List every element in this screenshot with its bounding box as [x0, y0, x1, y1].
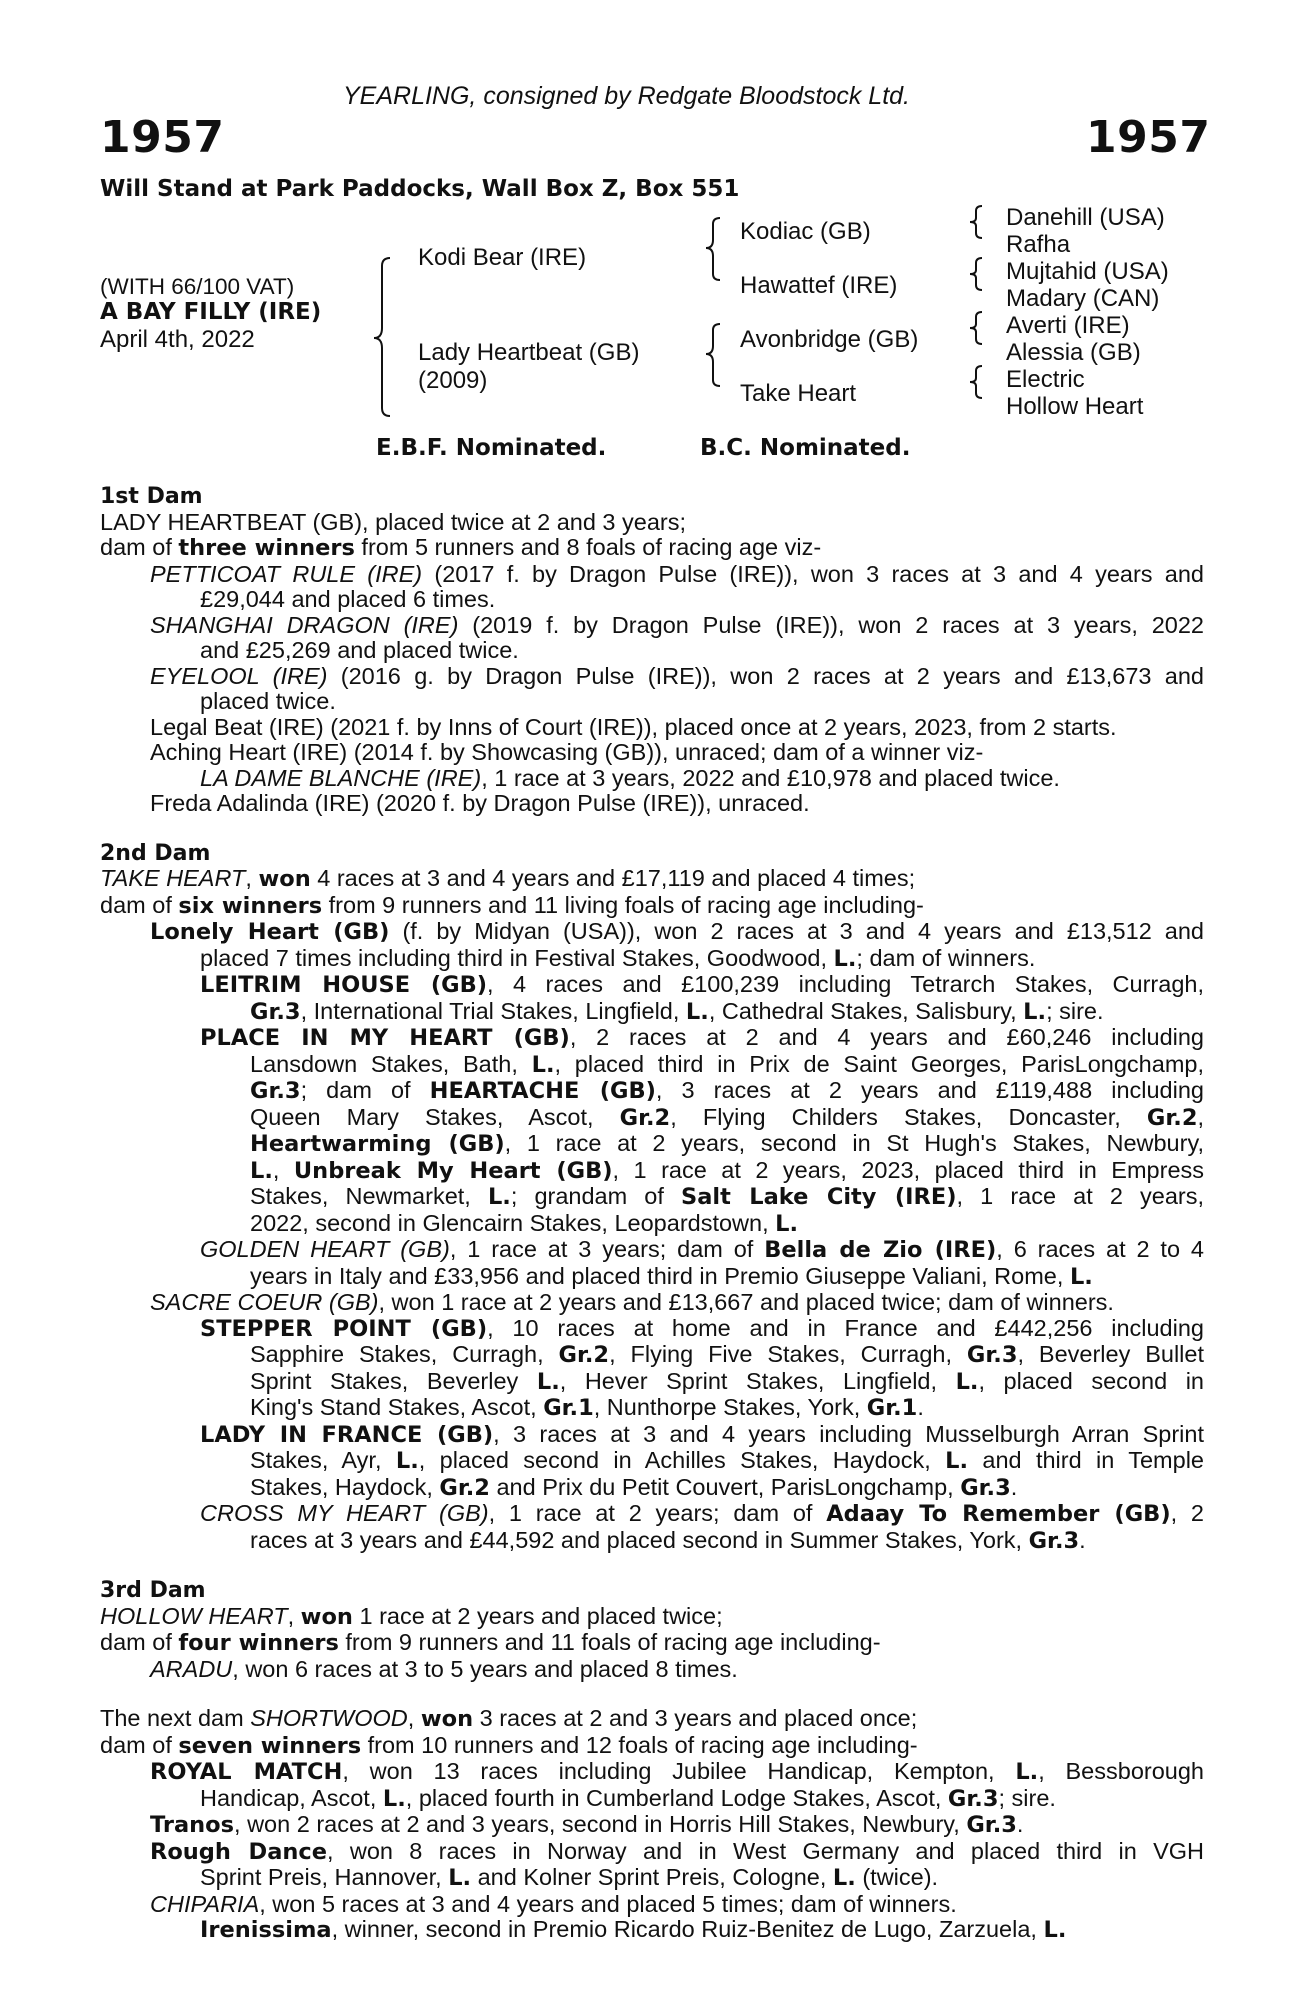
- produce-entry-cont: races at 3 years and £44,592 and placed second in Summer Stakes, York, Gr.3.: [250, 1526, 1086, 1554]
- produce-entry: Aching Heart (IRE) (2014 f. by Showcasing (GB)), unraced; dam of a winner viz-: [150, 739, 984, 765]
- bc-nominated: B.C. Nominated.: [700, 435, 911, 461]
- consignor-line: YEARLING, consigned by Redgate Bloodstock Ltd.: [343, 82, 910, 110]
- lot-number-right: 1957: [1086, 112, 1211, 163]
- produce-entry-cont: King's Stand Stakes, Ascot, Gr.1, Nunthorpe Stakes, York, Gr.1.: [250, 1394, 924, 1421]
- vat-note: (WITH 66/100 VAT): [100, 274, 295, 299]
- produce-entry-cont: placed 7 times including third in Festival Stakes, Goodwood, L.; dam of winners.: [200, 944, 1036, 972]
- produce-entry: PETTICOAT RULE (IRE) (2017 f. by Dragon Pulse (IRE)), won 3 races at 3 and 4 years and: [150, 560, 1204, 587]
- brace-gs4: [970, 366, 982, 398]
- produce-entry-cont: Heartwarming (GB), 1 race at 2 years, second in St Hugh's Stakes, Newbury,: [250, 1130, 1204, 1157]
- great-grandparent-2: Rafha: [1006, 231, 1071, 258]
- great-grandparent-8: Hollow Heart: [1006, 393, 1144, 420]
- produce-entry-cont: Sapphire Stakes, Curragh, Gr.2, Flying Five Stakes, Curragh, Gr.3, Beverley Bullet: [250, 1341, 1204, 1368]
- produce-entry-sub: CROSS MY HEART (GB), 1 race at 2 years; dam of Adaay To Remember (GB), 2: [200, 1500, 1205, 1527]
- produce-entry-sub: Irenissima, winner, second in Premio Ricardo Ruiz-Benitez de Lugo, Zarzuela, L.: [200, 1916, 1067, 1943]
- produce-entry: Legal Beat (IRE) (2021 f. by Inns of Court (IRE)), placed once at 2 years, 2023, from 2 starts.: [150, 713, 1117, 740]
- grandsire-1: Kodiac (GB): [740, 218, 871, 245]
- produce-entry-cont: Stakes, Haydock, Gr.2 and Prix du Petit Couvert, ParisLongchamp, Gr.3.: [250, 1473, 1018, 1501]
- brace-sire: [706, 218, 720, 280]
- first-dam-line: LADY HEARTBEAT (GB), placed twice at 2 and 3 years;: [100, 508, 687, 535]
- produce-entry: SHANGHAI DRAGON (IRE) (2019 f. by Dragon Pulse (IRE)), won 2 races at 3 years, 2022: [150, 611, 1204, 638]
- brace-gs1: [970, 206, 982, 238]
- first-dam-produce-summary: dam of three winners from 5 runners and 8 foals of racing age viz-: [100, 534, 822, 561]
- produce-entry-cont: Queen Mary Stakes, Ascot, Gr.2, Flying Childers Stakes, Doncaster, Gr.2,: [250, 1103, 1205, 1131]
- produce-entry-sub: STEPPER POINT (GB), 10 races at home and in France and £442,256 including: [200, 1314, 1204, 1342]
- granddam-1: Hawattef (IRE): [740, 272, 898, 299]
- produce-record: [100, 484, 1204, 1944]
- produce-entry-cont: Gr.3, International Trial Stakes, Lingfield, L., Cathedral Stakes, Salisbury, L.; sire.: [250, 997, 1104, 1025]
- great-grandparent-3: Mujtahid (USA): [1006, 258, 1169, 285]
- produce-entry: ARADU, won 6 races at 3 to 5 years and placed 8 times.: [150, 1655, 738, 1682]
- third-dam-produce-summary: dam of four winners from 9 runners and 11 foals of racing age including-: [100, 1629, 881, 1656]
- brace-gs3: [970, 312, 982, 344]
- foaling-date: April 4th, 2022: [100, 326, 255, 353]
- second-dam-heading: 2nd Dam: [100, 840, 211, 866]
- produce-entry-cont: Lansdown Stakes, Bath, L., placed third in Prix de Saint Georges, ParisLongchamp,: [250, 1050, 1204, 1078]
- great-grandparent-7: Electric: [1006, 366, 1085, 393]
- next-dam-line: The next dam SHORTWOOD, won 3 races at 2 and 3 years and placed once;: [100, 1705, 918, 1732]
- produce-entry-cont: Stakes, Newmarket, L.; grandam of Salt Lake City (IRE), 1 race at 2 years,: [250, 1183, 1204, 1210]
- great-grandparent-4: Madary (CAN): [1006, 285, 1160, 312]
- produce-entry-cont: Sprint Preis, Hannover, L. and Kolner Sprint Preis, Cologne, L. (twice).: [200, 1864, 939, 1891]
- produce-entry-sub: LADY IN FRANCE (GB), 3 races at 3 and 4 years including Musselburgh Arran Sprint: [200, 1420, 1205, 1448]
- next-dam-produce-summary: dam of seven winners from 10 runners and 12 foals of racing age including-: [100, 1731, 918, 1759]
- produce-entry-cont: £29,044 and placed 6 times.: [200, 586, 496, 612]
- brace-main: [374, 258, 390, 416]
- produce-entry: ROYAL MATCH, won 13 races including Jubilee Handicap, Kempton, L., Bessborough: [150, 1758, 1204, 1785]
- produce-entry-cont: and £25,269 and placed twice.: [200, 637, 519, 663]
- grandsire-2: Avonbridge (GB): [740, 326, 919, 353]
- third-dam-line: HOLLOW HEART, won 1 race at 2 years and placed twice;: [100, 1602, 723, 1630]
- sire-name: Kodi Bear (IRE): [418, 244, 587, 271]
- brace-gs2: [970, 258, 982, 290]
- dam-year: (2009): [418, 367, 488, 394]
- produce-entry-sub: GOLDEN HEART (GB), 1 race at 3 years; dam of Bella de Zio (IRE), 6 races at 2 to 4: [200, 1236, 1204, 1263]
- produce-entry-cont: placed twice.: [200, 688, 336, 714]
- produce-entry-sub: LEITRIM HOUSE (GB), 4 races and £100,239 including Tetrarch Stakes, Curragh,: [200, 971, 1204, 998]
- produce-entry: EYELOOL (IRE) (2016 g. by Dragon Pulse (IRE)), won 2 races at 2 years and £13,673 and: [150, 662, 1205, 689]
- produce-entry-cont: years in Italy and £33,956 and placed third in Premio Giuseppe Valiani, Rome, L.: [250, 1262, 1093, 1290]
- produce-entry: Tranos, won 2 races at 2 and 3 years, second in Horris Hill Stakes, Newbury, Gr.3.: [150, 1811, 1024, 1838]
- produce-entry-sub: LA DAME BLANCHE (IRE), 1 race at 3 years, 2022 and £10,978 and placed twice.: [200, 764, 1060, 791]
- produce-entry-cont: Stakes, Ayr, L., placed second in Achilles Stakes, Haydock, L. and third in Temple: [250, 1447, 1204, 1474]
- great-grandparent-5: Averti (IRE): [1006, 312, 1130, 339]
- produce-entry-cont: L., Unbreak My Heart (GB), 1 race at 2 years, 2023, placed third in Empress: [250, 1156, 1205, 1184]
- produce-entry-cont: Handicap, Ascot, L., placed fourth in Cumberland Lodge Stakes, Ascot, Gr.3; sire.: [200, 1784, 1056, 1812]
- second-dam-line: TAKE HEART, won 4 races at 3 and 4 years and £17,119 and placed 4 times;: [100, 865, 916, 892]
- produce-entry-sub: PLACE IN MY HEART (GB), 2 races at 2 and 4 years and £60,246 including: [200, 1024, 1204, 1051]
- produce-entry: CHIPARIA, won 5 races at 3 and 4 years and placed 5 times; dam of winners.: [150, 1890, 957, 1917]
- produce-entry-cont: 2022, second in Glencairn Stakes, Leopardstown, L.: [250, 1209, 799, 1237]
- lot-number-left: 1957: [100, 112, 225, 163]
- great-grandparent-1: Danehill (USA): [1006, 204, 1165, 231]
- ebf-nominated: E.B.F. Nominated.: [376, 435, 607, 461]
- first-dam-heading: 1st Dam: [100, 484, 203, 509]
- produce-entry-cont: Gr.3; dam of HEARTACHE (GB), 3 races at 2 years and £119,488 including: [250, 1077, 1204, 1104]
- produce-entry: Rough Dance, won 8 races in Norway and in West Germany and placed third in VGH: [150, 1837, 1204, 1865]
- dam-name: Lady Heartbeat (GB): [418, 339, 640, 366]
- great-grandparent-6: Alessia (GB): [1006, 339, 1141, 366]
- second-dam-produce-summary: dam of six winners from 9 runners and 11 living foals of racing age including-: [100, 891, 924, 919]
- granddam-2: Take Heart: [740, 380, 857, 407]
- produce-entry: Freda Adalinda (IRE) (2020 f. by Dragon Pulse (IRE)), unraced.: [150, 790, 810, 816]
- stand-location: Will Stand at Park Paddocks, Wall Box Z, Box 551: [100, 176, 740, 202]
- third-dam-heading: 3rd Dam: [100, 1578, 206, 1603]
- brace-dam: [706, 324, 720, 386]
- produce-entry: SACRE COEUR (GB), won 1 race at 2 years and £13,667 and placed twice; dam of winners.: [150, 1289, 1114, 1315]
- produce-entry-cont: Sprint Stakes, Beverley L., Hever Sprint Stakes, Lingfield, L., placed second in: [250, 1367, 1204, 1395]
- produce-entry: Lonely Heart (GB) (f. by Midyan (USA)), won 2 races at 3 and 4 years and £13,512 and: [150, 918, 1204, 945]
- horse-name: A BAY FILLY (IRE): [100, 299, 322, 325]
